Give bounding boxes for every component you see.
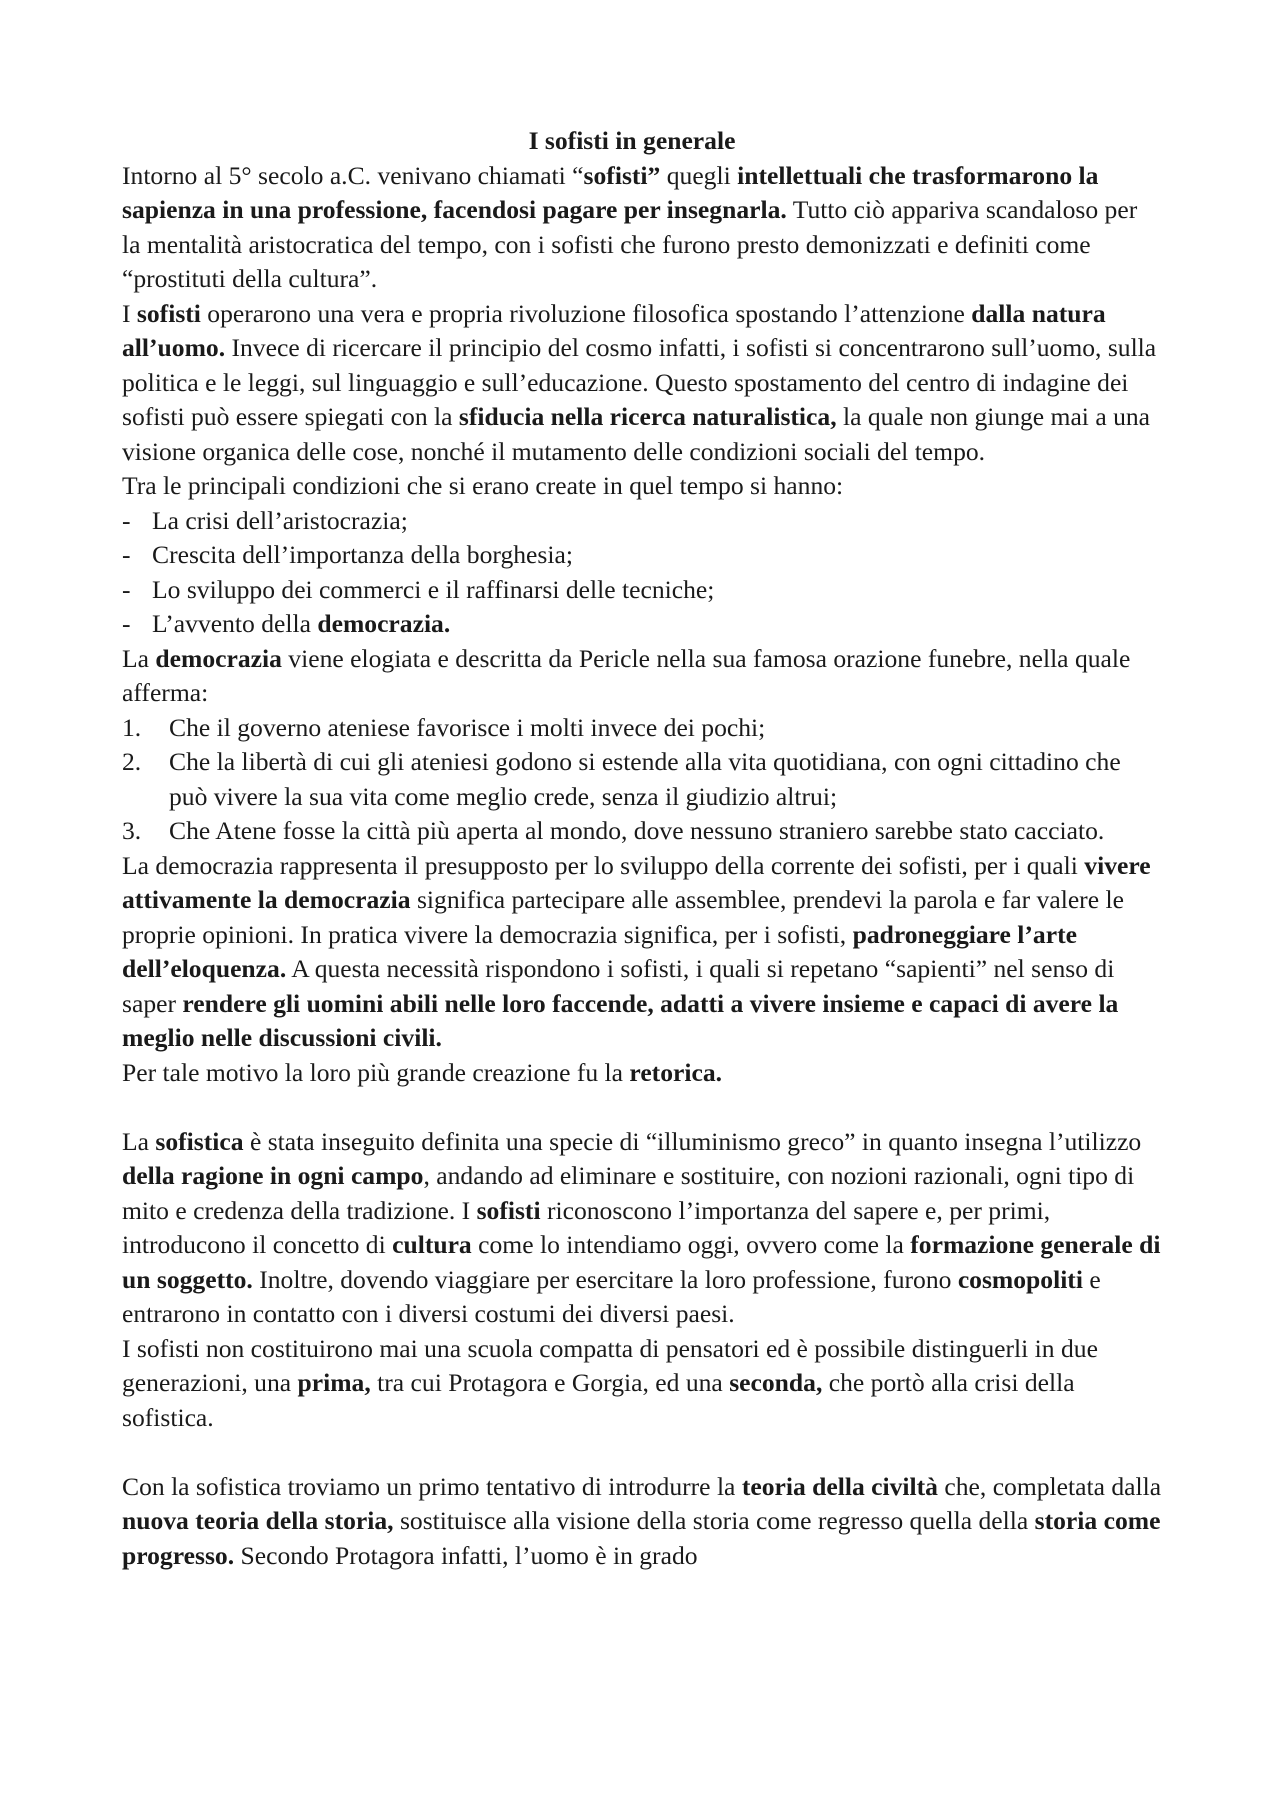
text-run: Secondo Protagora infatti, l’uomo è in grado [234, 1540, 698, 1570]
text-run: sostituisce alla visione della storia come regresso quella della [393, 1506, 1035, 1535]
text-run: A questa necessità rispondono i sofisti, i quali si repetano “sapienti” nel senso di saper [122, 954, 1115, 1018]
text-run: quegli [660, 160, 738, 190]
text-run: e entrarono in contatto con i diversi costumi dei diversi paesi. [122, 1264, 1101, 1328]
paragraph-democracy [122, 849, 1162, 1056]
document-body [122, 124, 1162, 1573]
conditions-list [122, 504, 1162, 642]
list-item [122, 538, 1162, 573]
text-run: Che la libertà di cui gli ateniesi godono si estende alla vita quotidiana, con ogni cittadino che può vivere la sua vita come meglio crede, senza il giudizio altrui; [169, 747, 1121, 811]
paragraph-generations [122, 1332, 1162, 1436]
bold-text: sofistica [155, 1126, 244, 1156]
text-run: operarono una vera e propria rivoluzione filosofica spostando l’attenzione [200, 298, 972, 328]
text-run: Per tale motivo la loro più grande creazione fu la [122, 1057, 630, 1087]
list-item [122, 745, 1162, 814]
text-run: Tra le principali condizioni che si erano create in quel tempo si hanno: [122, 471, 844, 500]
list-item [122, 607, 1162, 642]
bold-text: cultura [392, 1230, 472, 1259]
text-run: Inoltre, dovendo viaggiare per esercitare la loro professione, furono [252, 1264, 958, 1294]
paragraph-revolution [122, 297, 1162, 470]
paragraph-spacer [122, 1435, 1162, 1470]
list-item [122, 814, 1162, 849]
paragraph-civilization [122, 1470, 1162, 1574]
text-run: significa partecipare alle assemblee, prendevi la parola e far valere le proprie opinioni. In pratica vivere la democrazia significa, per i sofisti, [122, 885, 1124, 949]
text-run: viene elogiata e descritta da Pericle nella sua famosa orazione funebre, nella quale afferma: [122, 643, 1131, 707]
list-item [122, 504, 1162, 539]
bold-text: della ragione in ogni campo [122, 1161, 424, 1190]
dash-marker: - [122, 505, 131, 535]
paragraph-pericle [122, 642, 1162, 711]
pericle-list [122, 711, 1162, 849]
paragraph-intro [122, 159, 1162, 297]
dash-marker: - [122, 540, 131, 569]
bold-text: dalla natura all’uomo. [122, 298, 1106, 362]
text-run: L’avvento della [152, 609, 318, 638]
bold-text: teoria della civiltà [741, 1471, 938, 1501]
text-run: Lo sviluppo dei commerci e il raffinarsi delle tecniche; [152, 574, 715, 604]
dash-marker: - [122, 609, 131, 638]
paragraph-rhetoric [122, 1056, 1162, 1091]
bold-text: sofisti [136, 298, 201, 328]
bold-text: prima, [297, 1368, 371, 1397]
paragraph-spacer [122, 1090, 1162, 1125]
text-run: I [122, 298, 137, 328]
text-run: Crescita dell’importanza della borghesia; [152, 540, 573, 569]
bold-text: sofisti” [583, 160, 661, 190]
bold-text: retorica. [629, 1057, 723, 1087]
bold-text: cosmopoliti [957, 1264, 1083, 1294]
text-run: che, completata dalla [937, 1471, 1162, 1501]
bold-text: nuova teoria della storia, [122, 1506, 394, 1535]
text-run: che portò alla crisi della sofistica. [122, 1368, 1075, 1432]
list-item [122, 711, 1162, 746]
text-run: La [122, 1126, 156, 1156]
paragraph-conditions [122, 469, 1162, 504]
text-run: tra cui Protagora e Gorgia, ed una [370, 1368, 730, 1397]
text-run: Intorno al 5° secolo a.C. venivano chiamati “ [122, 160, 584, 190]
bold-text: sofisti [476, 1195, 541, 1225]
bold-text: storia come progresso. [122, 1506, 1161, 1570]
dash-marker: - [122, 574, 131, 604]
bold-text: formazione generale di un soggetto. [122, 1230, 1161, 1294]
bold-text: democrazia. [317, 609, 451, 638]
bold-text: padroneggiare l’arte dell’eloquenza. [122, 919, 1077, 983]
bold-text: sfiducia nella ricerca naturalistica, [458, 402, 837, 431]
text-run: Tutto ciò appariva scandaloso per la mentalità aristocratica del tempo, con i sofisti che furono presto demonizzati e definiti come “prostituti della cultura”. [122, 195, 1138, 293]
list-number: 2. [122, 747, 142, 776]
text-run: Invece di ricercare il principio del cosmo infatti, i sofisti si concentrarono sull’uomo, sulla politica e le leggi, sul linguaggio e sull’educazione. Questo spostamento del centro di indagine dei sofisti può essere spiegati con la [122, 333, 1157, 431]
text-run: Con la sofistica troviamo un primo tentativo di introdurre la [122, 1471, 742, 1501]
bold-text: seconda, [729, 1368, 823, 1397]
list-item [122, 573, 1162, 608]
text-run: La [122, 643, 156, 673]
bold-text: vivere attivamente la democrazia [122, 850, 1151, 914]
text-run: la quale non giunge mai a una visione organica delle cose, nonché il mutamento delle condizioni sociali del tempo. [122, 402, 1151, 466]
list-number: 3. [122, 816, 142, 845]
list-number: 1. [122, 712, 142, 742]
page-title: I sofisti in generale [528, 126, 736, 155]
text-run: Che il governo ateniese favorisce i molti invece dei pochi; [169, 712, 766, 742]
bold-text: democrazia [155, 643, 282, 673]
text-run: La democrazia rappresenta il presupposto per lo sviluppo della corrente dei sofisti, per i quali [122, 850, 1085, 880]
text-run: riconoscono l’importanza del sapere e, per primi, introducono il concetto di [122, 1195, 1051, 1259]
paragraph-enlightenment [122, 1125, 1162, 1332]
bold-text: intellettuali che trasformarono la sapienza in una professione, facendosi pagare per insegnarla. [122, 160, 1099, 224]
bold-text: rendere gli uomini abili nelle loro faccende, adatti a vivere insieme e capaci di avere la meglio nelle discussioni civili. [122, 988, 1119, 1052]
text-run: La crisi dell’aristocrazia; [152, 505, 408, 535]
text-run: I sofisti non costituirono mai una scuola compatta di pensatori ed è possibile distinguerli in due generazioni, una [122, 1333, 1098, 1397]
text-run: , andando ad eliminare e sostituire, con nozioni razionali, ogni tipo di mito e credenza della tradizione. I [122, 1161, 1135, 1225]
text-run: come lo intendiamo oggi, ovvero come la [471, 1230, 911, 1259]
text-run: Che Atene fosse la città più aperta al mondo, dove nessuno straniero sarebbe stato cacciato. [169, 816, 1105, 845]
text-run: è stata inseguito definita una specie di “illuminismo greco” in quanto insegna l’utilizzo [243, 1126, 1142, 1156]
